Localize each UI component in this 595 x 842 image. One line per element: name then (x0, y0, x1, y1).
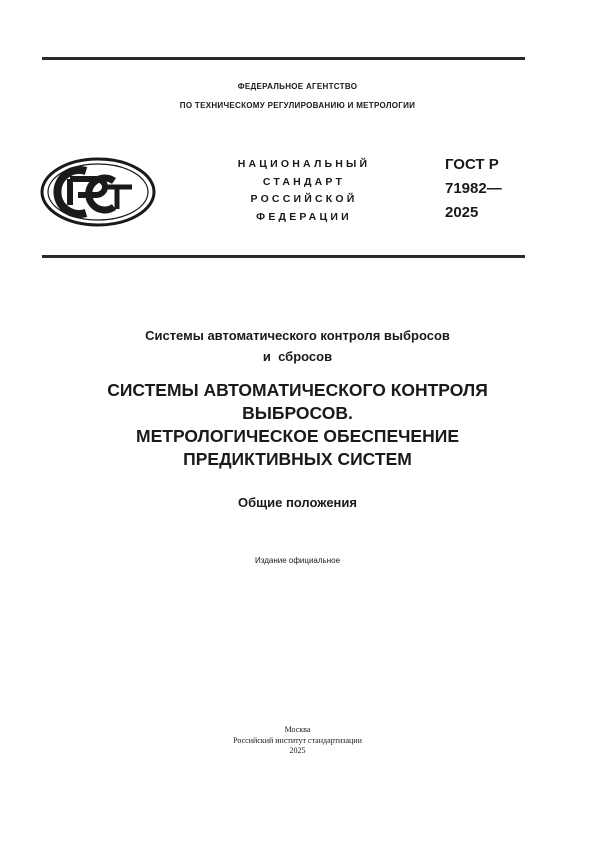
designation-line: 2025 (445, 204, 479, 221)
document-title (0, 379, 595, 471)
publisher-institute: Российский институт стандартизации (233, 735, 362, 745)
document-title-line: СИСТЕМЫ АВТОМАТИЧЕСКОГО КОНТРОЛЯ (107, 380, 488, 400)
document-title-line: МЕТРОЛОГИЧЕСКОЕ ОБЕСПЕЧЕНИЕ (136, 426, 459, 446)
standard-type-line: РОССИЙСКОЙ (250, 193, 358, 206)
publisher-year: 2025 (289, 746, 306, 755)
standard-type-line: ФЕДЕРАЦИИ (256, 210, 352, 223)
publisher-block (0, 725, 595, 757)
middle-divider (42, 255, 525, 258)
standard-type-line: СТАНДАРТ (262, 175, 346, 188)
publisher-city: Москва (284, 725, 311, 734)
document-title-line: ВЫБРОСОВ. (242, 403, 353, 423)
designation-line: 71982— (445, 180, 502, 197)
agency-name-line-1: ФЕДЕРАЛЬНОЕ АГЕНТСТВО (237, 82, 358, 91)
rst-logo-icon (40, 157, 156, 227)
edition-note: Издание официальное (254, 556, 341, 565)
top-divider (42, 57, 525, 60)
document-subtitle: Общие положения (238, 495, 357, 510)
designation-line: ГОСТ Р (445, 156, 499, 173)
agency-name-line-2: ПО ТЕХНИЧЕСКОМУ РЕГУЛИРОВАНИЮ И МЕТРОЛОГИИ (179, 101, 416, 110)
standard-designation (445, 153, 502, 225)
standard-type-block (214, 156, 394, 226)
series-title-line: Системы автоматического контроля выбросов (145, 328, 450, 343)
document-title-line: ПРЕДИКТИВНЫХ СИСТЕМ (183, 449, 412, 469)
series-title-line: и сбросов (262, 349, 333, 364)
standard-type-line: НАЦИОНАЛЬНЫЙ (237, 158, 371, 170)
series-title (0, 325, 595, 367)
